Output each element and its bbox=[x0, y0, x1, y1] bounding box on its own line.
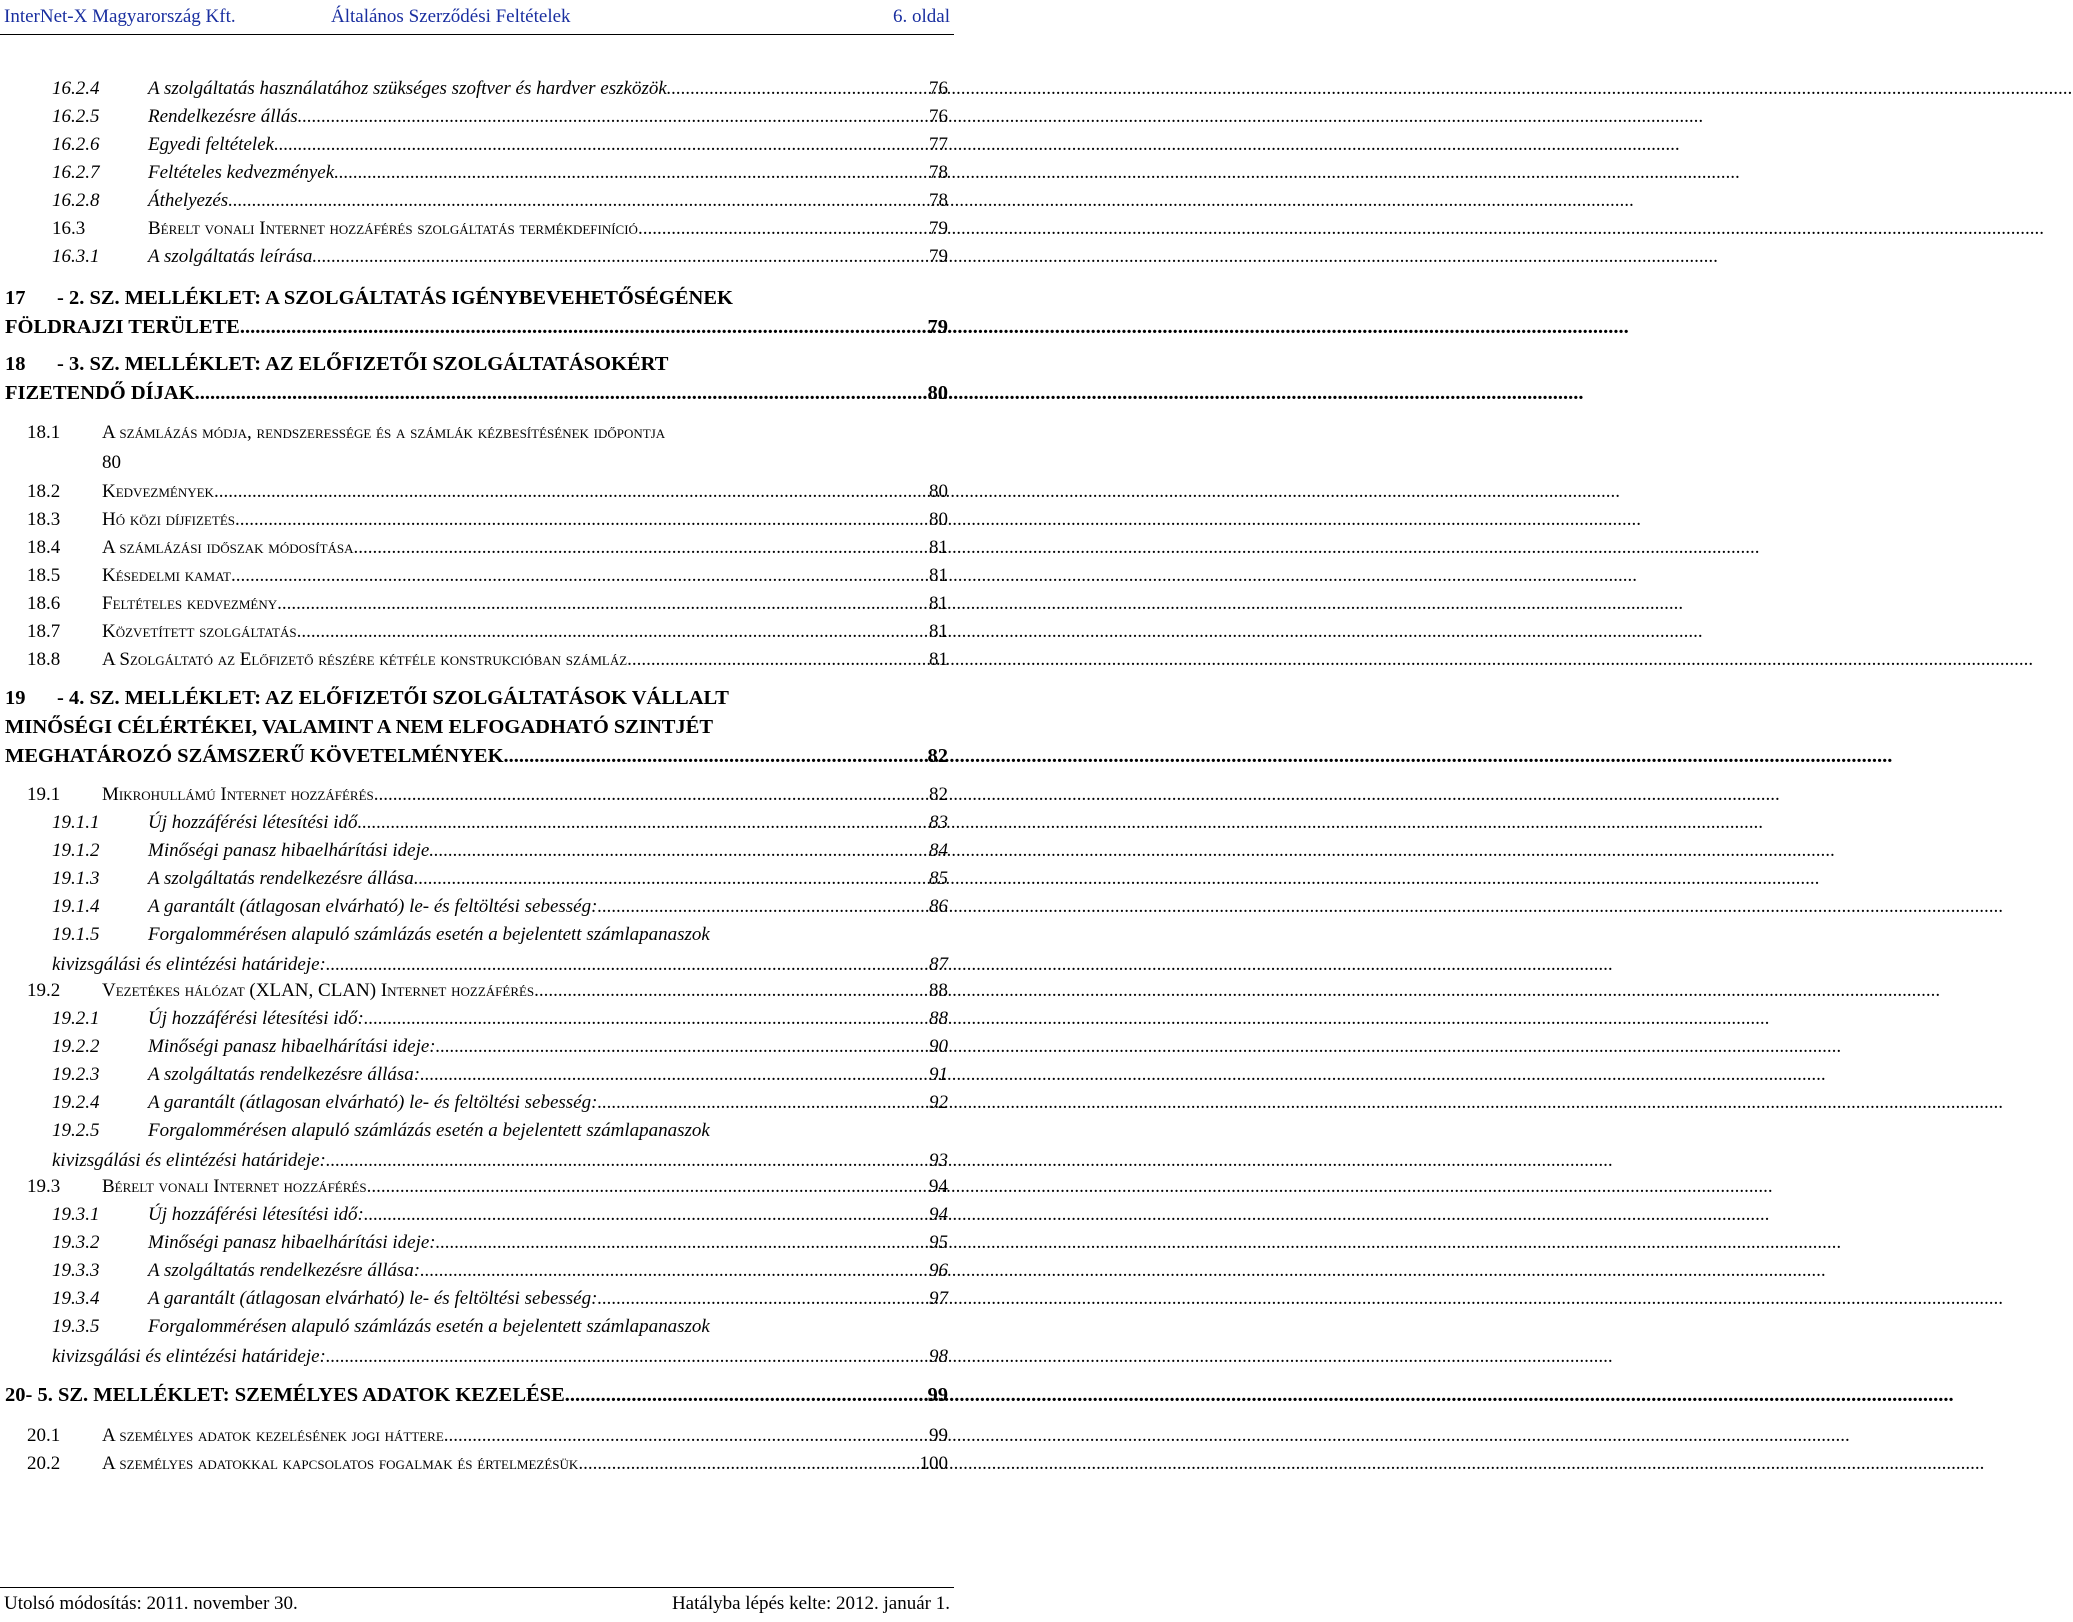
toc-entry-16-2-4[interactable]: 16.2.4 A szolgáltatás használatához szükséges szoftver és hardver eszközök ..... 76 bbox=[52, 74, 948, 104]
toc-entry-19-2-2[interactable]: 19.2.2 Minőségi panasz hibaelhárítási ideje: ..... 90 bbox=[52, 1032, 948, 1062]
footer-divider bbox=[0, 1587, 954, 1588]
toc-entry-19-3-2[interactable]: 19.3.2 Minőségi panasz hibaelhárítási ideje: ..... 95 bbox=[52, 1228, 948, 1258]
toc-entry-20-2[interactable]: 20.2 A személyes adatokkal kapcsolatos fogalmak és értelmezésük ..... 100 bbox=[27, 1449, 948, 1479]
toc-entry-19-1-4[interactable]: 19.1.4 A garantált (átlagosan elvárható) le- és feltöltési sebesség: ..... 86 bbox=[52, 892, 948, 922]
effective-date: Hatályba lépés kelte: 2012. január 1. bbox=[671, 1593, 950, 1614]
toc-entry-18-6[interactable]: 18.6 Feltételes kedvezmény ..... 81 bbox=[27, 589, 948, 619]
toc-entry-19-2-4[interactable]: 19.2.4 A garantált (átlagosan elvárható) le- és feltöltési sebesség: ..... 92 bbox=[52, 1088, 948, 1118]
toc-entry-16-3[interactable]: 16.3 Bérelt vonali Internet hozzáférés szolgáltatás termékdefiníció ..... 79 bbox=[52, 214, 948, 244]
toc-entry-16-2-7[interactable]: 16.2.7 Feltételes kedvezmények ..... 78 bbox=[52, 158, 948, 188]
toc-entry-19-3-3[interactable]: 19.3.3 A szolgáltatás rendelkezésre állása: ..... 96 bbox=[52, 1256, 948, 1286]
table-of-contents bbox=[0, 0, 954, 1580]
toc-entry-19-1[interactable]: 19.1 Mikrohullámú Internet hozzáférés ..... 82 bbox=[27, 780, 948, 810]
last-modified: Utolsó módosítás: 2011. november 30. bbox=[4, 1593, 298, 1614]
toc-entry-19-3-4[interactable]: 19.3.4 A garantált (átlagosan elvárható) le- és feltöltési sebesség: ..... 97 bbox=[52, 1284, 948, 1314]
toc-entry-18-3[interactable]: 18.3 Hó közi díjfizetés ..... 80 bbox=[27, 505, 948, 535]
toc-entry-18-5[interactable]: 18.5 Késedelmi kamat ..... 81 bbox=[27, 561, 948, 591]
toc-entry-19-3-5[interactable]: 19.3.5 Forgalommérésen alapuló számlázás esetén a bejelentett számlapanaszok kivizsgálási és elintézési határideje: ..... 98 bbox=[52, 1312, 948, 1372]
toc-entry-19-2-1[interactable]: 19.2.1 Új hozzáférési létesítési idő: ..... 88 bbox=[52, 1004, 948, 1034]
page-footer bbox=[0, 1591, 954, 1617]
toc-entry-16-2-8[interactable]: 16.2.8 Áthelyezés ..... 78 bbox=[52, 186, 948, 216]
toc-entry-18-8[interactable]: 18.8 A Szolgáltató az Előfizető részére kétféle konstrukcióban számláz ..... 81 bbox=[27, 645, 948, 675]
toc-entry-19-3-1[interactable]: 19.3.1 Új hozzáférési létesítési idő: ..... 94 bbox=[52, 1200, 948, 1230]
page-number: 6. oldal bbox=[893, 6, 950, 27]
toc-entry-18-1[interactable]: 18.1 A számlázás módja, rendszeressége és a számlák kézbesítésének időpontja 80 bbox=[27, 422, 666, 473]
toc-entry-19-1-1[interactable]: 19.1.1 Új hozzáférési létesítési idő ..... 83 bbox=[52, 808, 948, 838]
toc-entry-20-1[interactable]: 20.1 A személyes adatok kezelésének jogi háttere ..... 99 bbox=[27, 1421, 948, 1451]
toc-entry-19-2-5[interactable]: 19.2.5 Forgalommérésen alapuló számlázás esetén a bejelentett számlapanaszok kivizsgálási és elintézési határideje: ..... 93 bbox=[52, 1116, 948, 1176]
toc-entry-19-2-3[interactable]: 19.2.3 A szolgáltatás rendelkezésre állása: ..... 91 bbox=[52, 1060, 948, 1090]
toc-entry-19-2[interactable]: 19.2 Vezetékes hálózat (XLAN, CLAN) Internet hozzáférés ..... 88 bbox=[27, 976, 948, 1006]
company-name: InterNet-X Magyarország Kft. bbox=[4, 6, 236, 27]
toc-heading-20[interactable]: 20 - 5. SZ. MELLÉKLET: SZEMÉLYES ADATOK KEZELÉSE ..... 99 bbox=[5, 1381, 948, 1410]
toc-heading-18[interactable]: 18 - 3. SZ. MELLÉKLET: AZ ELŐFIZETŐI SZOLGÁLTATÁSOKÉRT FIZETENDŐ DÍJAK ..... 80 bbox=[5, 350, 948, 408]
toc-entry-18-7[interactable]: 18.7 Közvetített szolgáltatás ..... 81 bbox=[27, 617, 948, 647]
document-title: Általános Szerződési Feltételek bbox=[331, 6, 571, 27]
toc-entry-18-2[interactable]: 18.2 Kedvezmények ..... 80 bbox=[27, 477, 948, 507]
toc-heading-17[interactable]: 17 - 2. SZ. MELLÉKLET: A SZOLGÁLTATÁS IGÉNYBEVEHETŐSÉGÉNEK FÖLDRAJZI TERÜLETE ..... 79 bbox=[5, 284, 948, 342]
toc-entry-16-3-1[interactable]: 16.3.1 A szolgáltatás leírása ..... 79 bbox=[52, 242, 948, 272]
toc-entry-16-2-6[interactable]: 16.2.6 Egyedi feltételek ..... 77 bbox=[52, 130, 948, 160]
toc-entry-16-2-5[interactable]: 16.2.5 Rendelkezésre állás ..... 76 bbox=[52, 102, 948, 132]
toc-entry-18-4[interactable]: 18.4 A számlázási időszak módosítása ..... 81 bbox=[27, 533, 948, 563]
toc-entry-19-3[interactable]: 19.3 Bérelt vonali Internet hozzáférés ..... 94 bbox=[27, 1172, 948, 1202]
toc-heading-19[interactable]: 19 - 4. SZ. MELLÉKLET: AZ ELŐFIZETŐI SZOLGÁLTATÁSOK VÁLLALT MINŐSÉGI CÉLÉRTÉKEI, VALAMINT A NEM ELFOGADHATÓ SZINTJÉT MEGHATÁROZÓ SZÁMSZERŰ KÖVETELMÉNYEK ..... 82 bbox=[5, 684, 948, 771]
toc-entry-19-1-3[interactable]: 19.1.3 A szolgáltatás rendelkezésre állása ..... 85 bbox=[52, 864, 948, 894]
toc-entry-19-1-2[interactable]: 19.1.2 Minőségi panasz hibaelhárítási ideje ..... 84 bbox=[52, 836, 948, 866]
toc-entry-19-1-5[interactable]: 19.1.5 Forgalommérésen alapuló számlázás esetén a bejelentett számlapanaszok kivizsgálási és elintézési határideje: ..... 87 bbox=[52, 920, 948, 980]
